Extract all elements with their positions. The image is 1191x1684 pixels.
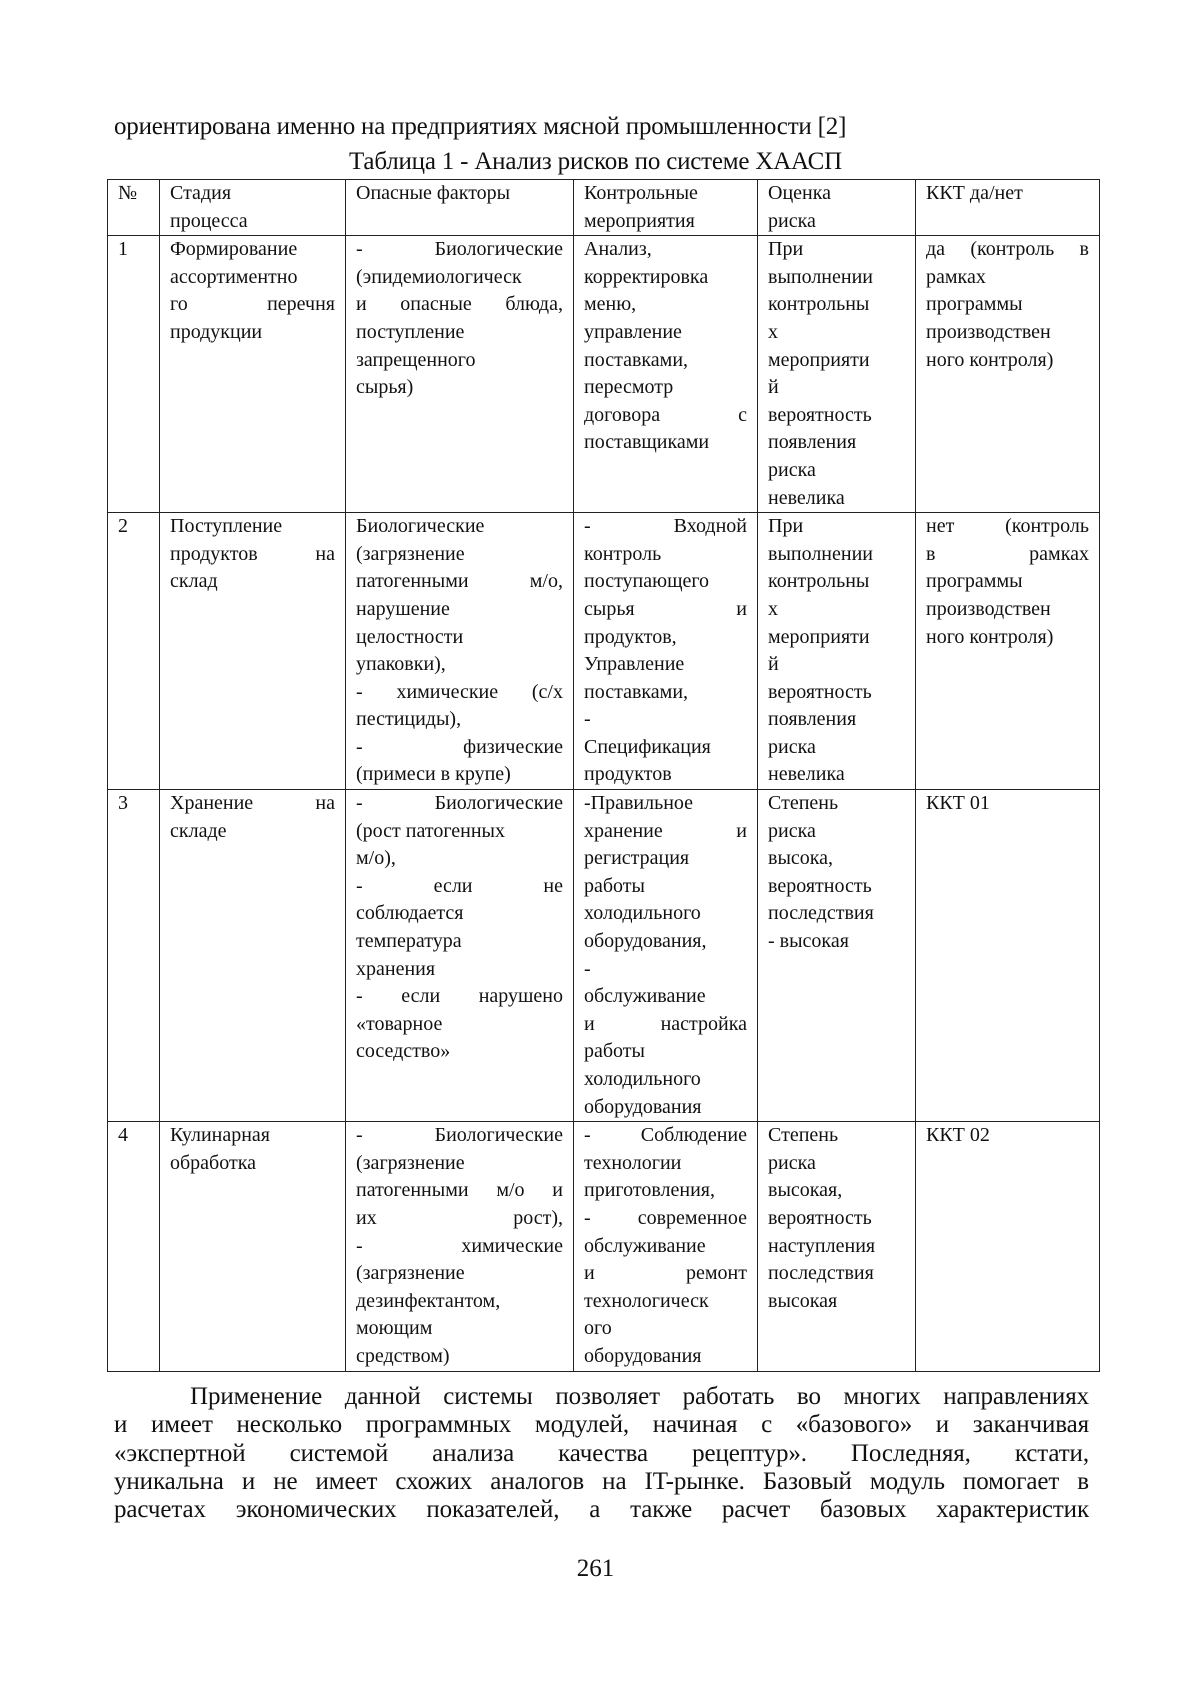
cell-line: оборудования (584, 1344, 702, 1367)
cell-line: патогенными м/о, (356, 570, 563, 593)
cell-line: корректировка (584, 265, 709, 288)
cell-line: склад (170, 570, 218, 593)
cell-measures (574, 236, 758, 513)
cell-line: нет (контроль (926, 515, 1089, 538)
cell-line: выполнении (768, 542, 873, 565)
cell-hazards (346, 236, 574, 513)
cell-line: Степень (768, 1124, 839, 1147)
cell-line: холодильного (584, 1068, 701, 1090)
cell-line: мероприятия (584, 209, 695, 232)
cell-line: оборудования, (584, 930, 707, 953)
cell-line: пестициды), (356, 708, 462, 731)
table-row (108, 513, 1100, 790)
cell-line: приготовления, (584, 1179, 715, 1202)
cell-line: Оценка (768, 182, 832, 204)
cell-line: высокая (768, 1289, 838, 1312)
cell-ccp (916, 1122, 1100, 1371)
cell-hazards (346, 513, 574, 790)
cell-line: поставками, (584, 680, 689, 703)
cell-line: программы (926, 570, 1023, 593)
cell-line: появления (768, 708, 857, 731)
cell-line: Стадия (170, 182, 232, 204)
cell-line: патогенными м/о и (356, 1179, 563, 1202)
cell-line: работы (584, 1040, 645, 1063)
cell-line: производствен (926, 320, 1051, 343)
cell-line: № (118, 182, 138, 204)
table-caption: Таблица 1 - Анализ рисков по системе ХААСП (348, 148, 843, 175)
cell-line: высокая, (768, 1179, 843, 1202)
cell-line: - (584, 708, 591, 731)
cell-stage (160, 236, 346, 513)
cell-line: да (контроль в (926, 238, 1089, 261)
cell-line: (рост патогенных (356, 819, 505, 842)
cell-line: х (768, 320, 778, 343)
cell-line: и ремонт (584, 1262, 747, 1285)
cell-line: - Биологические (356, 1124, 563, 1147)
cell-number (108, 1122, 160, 1371)
cell-line: складе (170, 819, 227, 842)
cell-line: Управление (584, 653, 685, 676)
table-header-row (108, 180, 1100, 236)
cell-line: - физические (356, 735, 563, 758)
cell-measures (574, 1122, 758, 1371)
cell-line: средством) (356, 1344, 450, 1367)
cell-line: программы (926, 293, 1023, 316)
cell-line: ного контроля) (926, 625, 1054, 648)
cell-line: невелика (768, 486, 845, 509)
cell-line: продуктов (584, 763, 672, 786)
cell-line: обработка (170, 1151, 256, 1174)
cell-line: - высокая (768, 930, 849, 953)
cell-line: Кулинарная (170, 1124, 270, 1147)
cell-line: вероятность (768, 680, 872, 703)
cell-line: 1 (118, 238, 128, 261)
cell-ccp (916, 790, 1100, 1122)
cell-line: поступающего (584, 570, 710, 593)
cell-measures (574, 790, 758, 1122)
cell-line: невелика (768, 763, 845, 786)
cell-line: мероприяти (768, 625, 870, 648)
cell-line: поставками, (584, 348, 689, 371)
cell-line: продуктов на (170, 542, 335, 565)
cell-line: - Входной (584, 515, 747, 538)
cell-line: холодильного (584, 902, 701, 925)
cell-line: ККТ 02 (926, 1124, 990, 1147)
cell-line: поставщиками (584, 431, 710, 454)
haccp-risk-table (107, 179, 1100, 1372)
paragraph-line: уникальна и не имеет схожих аналогов на IT-рынке. Базовый модуль помогает в (114, 1467, 1089, 1495)
cell-line: высока, (768, 847, 834, 870)
paragraph-line: «экспертной системой анализа качества рецептур». Последняя, кстати, (114, 1439, 1089, 1467)
cell-risk (758, 236, 916, 513)
cell-line: соблюдается (356, 902, 464, 925)
cell-line: мероприяти (768, 348, 870, 371)
cell-line: ККТ да/нет (926, 182, 1023, 204)
cell-line: их рост), (356, 1206, 563, 1229)
cell-line: Биологические (356, 515, 485, 538)
cell-line: Спецификация (584, 735, 711, 758)
cell-line: вероятность (768, 1206, 872, 1229)
cell-line: хранение и (584, 819, 747, 842)
cell-line: в рамках (926, 542, 1089, 565)
cell-line: 4 (118, 1124, 128, 1147)
cell-line: продукции (170, 320, 263, 343)
cell-number (108, 513, 160, 790)
cell-risk (758, 513, 916, 790)
cell-line: выполнении (768, 265, 873, 288)
cell-line: рамках (926, 265, 986, 288)
cell-number (108, 236, 160, 513)
cell-line: -Правильное (584, 792, 694, 815)
cell-line: ассортиментно (170, 265, 298, 288)
cell-line: работы (584, 874, 645, 897)
cell-line: пересмотр (584, 376, 674, 399)
paragraph-line: Применение данной системы позволяет работать во многих направлениях (190, 1383, 1089, 1410)
cell-line: контроль (584, 542, 662, 565)
paragraph-line: и имеет несколько программных модулей, начиная с «базового» и заканчивая (114, 1411, 1089, 1439)
cell-line: продуктов, (584, 625, 677, 648)
cell-line: (эпидемиологическ (356, 265, 522, 288)
cell-line: риска (768, 209, 816, 232)
body-paragraph (114, 1383, 1089, 1524)
cell-line: договора с (584, 403, 747, 426)
table-row (108, 1122, 1100, 1371)
cell-line: производствен (926, 597, 1051, 620)
cell-line: Формирование (170, 238, 298, 261)
cell-measures (574, 513, 758, 790)
cell-line: контрольны (768, 293, 870, 316)
cell-ccp (916, 236, 1100, 513)
cell-line: й (768, 376, 779, 399)
cell-line: Поступление (170, 515, 283, 538)
cell-line: наступления (768, 1234, 876, 1257)
table-row (108, 790, 1100, 1122)
cell-line: регистрация (584, 847, 690, 870)
cell-line: и опасные блюда, (356, 293, 563, 316)
cell-line: появления (768, 431, 857, 454)
cell-line: вероятность (768, 403, 872, 426)
cell-line: процесса (170, 209, 248, 232)
cell-line: температура (356, 930, 462, 953)
cell-line: 3 (118, 792, 128, 815)
cell-line: - если не (356, 874, 563, 897)
cell-line: - если нарушено (356, 985, 563, 1008)
cell-line: запрещенного (356, 348, 476, 371)
cell-line: последствия (768, 902, 874, 925)
cell-line: риска (768, 458, 816, 481)
cell-line: - Биологические (356, 238, 563, 261)
cell-line: 2 (118, 515, 128, 538)
cell-line: последствия (768, 1262, 874, 1285)
intro-line: ориентирована именно на предприятиях мясной промышленности [2] (114, 113, 847, 140)
cell-line: меню, (584, 293, 637, 316)
cell-line: й (768, 653, 779, 676)
cell-line: го перечня (170, 293, 335, 316)
cell-line: м/о), (356, 847, 396, 870)
cell-line: управление (584, 320, 682, 343)
cell-line: целостности (356, 625, 464, 648)
cell-line: контрольны (768, 570, 870, 593)
cell-line: Анализ, (584, 238, 652, 261)
cell-hazards (346, 790, 574, 1122)
cell-line: - Биологические (356, 792, 563, 815)
cell-line: поступление (356, 320, 465, 343)
cell-line: оборудования (584, 1095, 702, 1118)
cell-line: - современное (584, 1206, 747, 1229)
cell-stage (160, 513, 346, 790)
header-risk (758, 180, 916, 236)
cell-line: (загрязнение (356, 1151, 465, 1174)
cell-line: (примеси в крупе) (356, 763, 511, 786)
cell-line: При (768, 238, 804, 261)
cell-line: (загрязнение (356, 542, 465, 565)
cell-line: - Соблюдение (584, 1124, 747, 1147)
table-row (108, 236, 1100, 513)
cell-hazards (346, 1122, 574, 1371)
cell-line: ого (584, 1317, 612, 1340)
cell-line: моющим (356, 1317, 433, 1340)
cell-line: сырья) (356, 376, 414, 399)
cell-line: технологии (584, 1151, 682, 1174)
header-number (108, 180, 160, 236)
cell-line: дезинфектантом, (356, 1289, 501, 1312)
cell-risk (758, 790, 916, 1122)
header-stage (160, 180, 346, 236)
cell-line: Контрольные (584, 182, 698, 204)
cell-line: - (584, 957, 591, 980)
paragraph-line: расчетах экономических показателей, а также расчет базовых характеристик (114, 1496, 1089, 1524)
cell-line: обслуживание (584, 1234, 706, 1257)
cell-line: Хранение на (170, 792, 335, 815)
cell-line: «товарное (356, 1012, 443, 1035)
cell-line: Степень (768, 792, 839, 815)
header-hazards (346, 180, 574, 236)
cell-ccp (916, 513, 1100, 790)
cell-risk (758, 1122, 916, 1371)
header-measures (574, 180, 758, 236)
cell-line: риска (768, 1151, 816, 1174)
cell-line: нарушение (356, 597, 450, 620)
cell-line: Опасные факторы (356, 182, 511, 204)
cell-line: ККТ 01 (926, 792, 990, 815)
cell-line: сырья и (584, 597, 747, 620)
cell-line: вероятность (768, 874, 872, 897)
cell-line: При (768, 515, 804, 538)
cell-line: х (768, 597, 778, 620)
cell-line: риска (768, 735, 816, 758)
cell-line: упаковки), (356, 653, 446, 676)
cell-line: - химические (с/х (356, 680, 563, 703)
cell-line: и настройка (584, 1012, 747, 1035)
cell-line: риска (768, 819, 816, 842)
cell-line: технологическ (584, 1289, 709, 1312)
cell-line: хранения (356, 957, 436, 980)
cell-number (108, 790, 160, 1122)
cell-line: - химические (356, 1234, 563, 1257)
cell-line: ного контроля) (926, 348, 1054, 371)
cell-stage (160, 1122, 346, 1371)
cell-line: соседство» (356, 1040, 451, 1063)
cell-line: (загрязнение (356, 1262, 465, 1285)
cell-stage (160, 790, 346, 1122)
cell-line: обслуживание (584, 985, 706, 1008)
header-ccp (916, 180, 1100, 236)
page-number: 261 (576, 1555, 615, 1582)
